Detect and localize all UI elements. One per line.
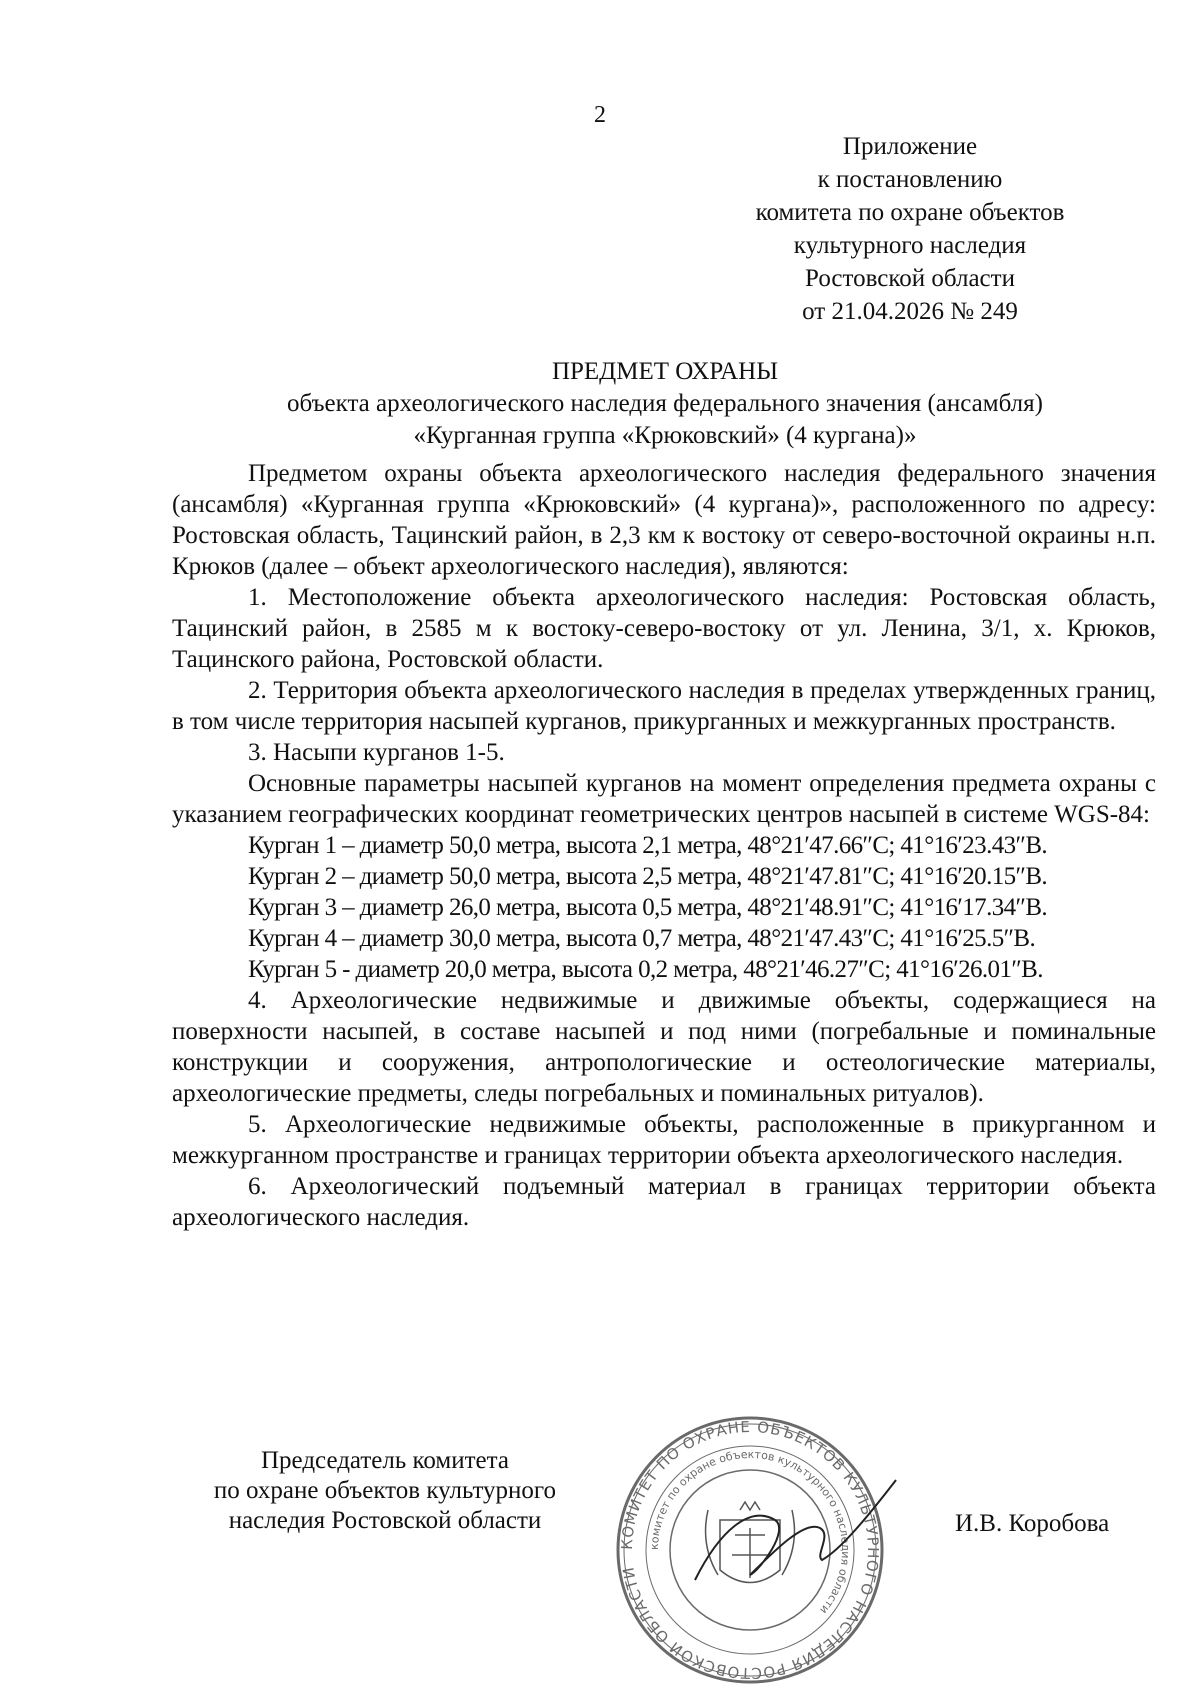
kurgan-line: Курган 4 – диаметр 30,0 метра, высота 0,7 метра, 48°21′47.43″С; 41°16′25.5″В. — [248, 925, 1036, 952]
signer-position-line: по охране объектов культурного — [213, 1477, 557, 1504]
kurgan-line: Курган 2 – диаметр 50,0 метра, высота 2,5 метра, 48°21′47.81″С; 41°16′20.15″В. — [248, 863, 1048, 890]
intro-paragraph: Предметом охраны объекта археологического наследия федерального значения (ансамбля) «Курганная группа «Крюковский» (4 кургана)», расположенного по адресу: Ростовская область, Тацинский район, в 2,3 км к востоку от северо-восточной окраины н.п. Крюков (далее – объект археологического наследия), являются: — [172, 460, 1156, 580]
appendix-block — [700, 130, 1120, 328]
kurgan-line: Курган 1 – диаметр 50,0 метра, высота 2,1 метра, 48°21′47.66″С; 41°16′23.43″В. — [248, 832, 1048, 859]
appendix-line: к постановлению — [817, 166, 1003, 193]
seal-inner-text: комитет по охране объектов культурного наследия области — [647, 1447, 853, 1617]
item-6-paragraph: 6. Археологический подъемный материал в границах территории объекта археологического наследия. — [172, 1173, 1156, 1231]
page-number: 2 — [594, 102, 606, 128]
signer-position-line: Председатель комитета — [261, 1447, 509, 1474]
signer-position — [180, 1446, 590, 1536]
heading-subtitle: объекта археологического наследия федерального значения (ансамбля) — [287, 390, 1043, 417]
item-5-paragraph: 5. Археологические недвижимые объекты, расположенные в прикурганном и межкурганном пространстве и границах территории объекта археологического наследия. — [172, 1111, 1156, 1169]
item-3-paragraph: 3. Насыпи курганов 1-5. — [248, 739, 505, 766]
item-2-paragraph: 2. Территория объекта археологического наследия в пределах утвержденных границ, в том числе территория насыпей курганов, прикурганных и межкурганных пространств. — [172, 677, 1156, 735]
kurgan-line: Курган 5 - диаметр 20,0 метра, высота 0,2 метра, 48°21′46.27″С; 41°16′26.01″В. — [248, 956, 1043, 983]
item-1-paragraph: 1. Местоположение объекта археологического наследия: Ростовская область, Тацинский район, в 2585 м к востоку-северо-востоку от ул. Ленина, 3/1, х. Крюков, Тацинского района, Ростовской области. — [172, 584, 1156, 673]
appendix-line: культурного наследия — [793, 232, 1027, 259]
signer-position-line: наследия Ростовской области — [228, 1507, 542, 1534]
appendix-line: комитета по охране объектов — [755, 199, 1065, 226]
heading-title: ПРЕДМЕТ ОХРАНЫ — [551, 358, 779, 385]
appendix-line: Ростовской области — [805, 265, 1015, 292]
params-paragraph: Основные параметры насыпей курганов на момент определения предмета охраны с указанием географических координат геометрических центров насыпей в системе WGS-84: — [172, 770, 1156, 828]
document-heading — [170, 356, 1160, 452]
heading-subtitle: «Курганная группа «Крюковский» (4 кургана)» — [413, 422, 917, 449]
appendix-date-line: от 21.04.2026 № 249 — [802, 298, 1018, 325]
item-4-paragraph: 4. Археологические недвижимые и движимые объекты, содержащиеся на поверхности насыпей, в составе насыпей и под ними (погребальные и поминальные конструкции и сооружения, антропологические и остеологические материалы, археологические предметы, следы погребальных и поминальных ритуалов). — [172, 987, 1156, 1107]
official-seal — [600, 1410, 900, 1690]
appendix-line: Приложение — [842, 133, 978, 160]
kurgan-line: Курган 3 – диаметр 26,0 метра, высота 0,5 метра, 48°21′48.91″С; 41°16′17.34″В. — [248, 894, 1048, 921]
signer-name: И.В. Коробова — [955, 1510, 1110, 1537]
document-body — [172, 458, 1156, 1233]
seal-outer-text: КОМИТЕТ ПО ОХРАНЕ ОБЪЕКТОВ КУЛЬТУРНОГО НАСЛЕДИЯ РОСТОВСКОЙ ОБЛАСТИ — [617, 1417, 883, 1683]
